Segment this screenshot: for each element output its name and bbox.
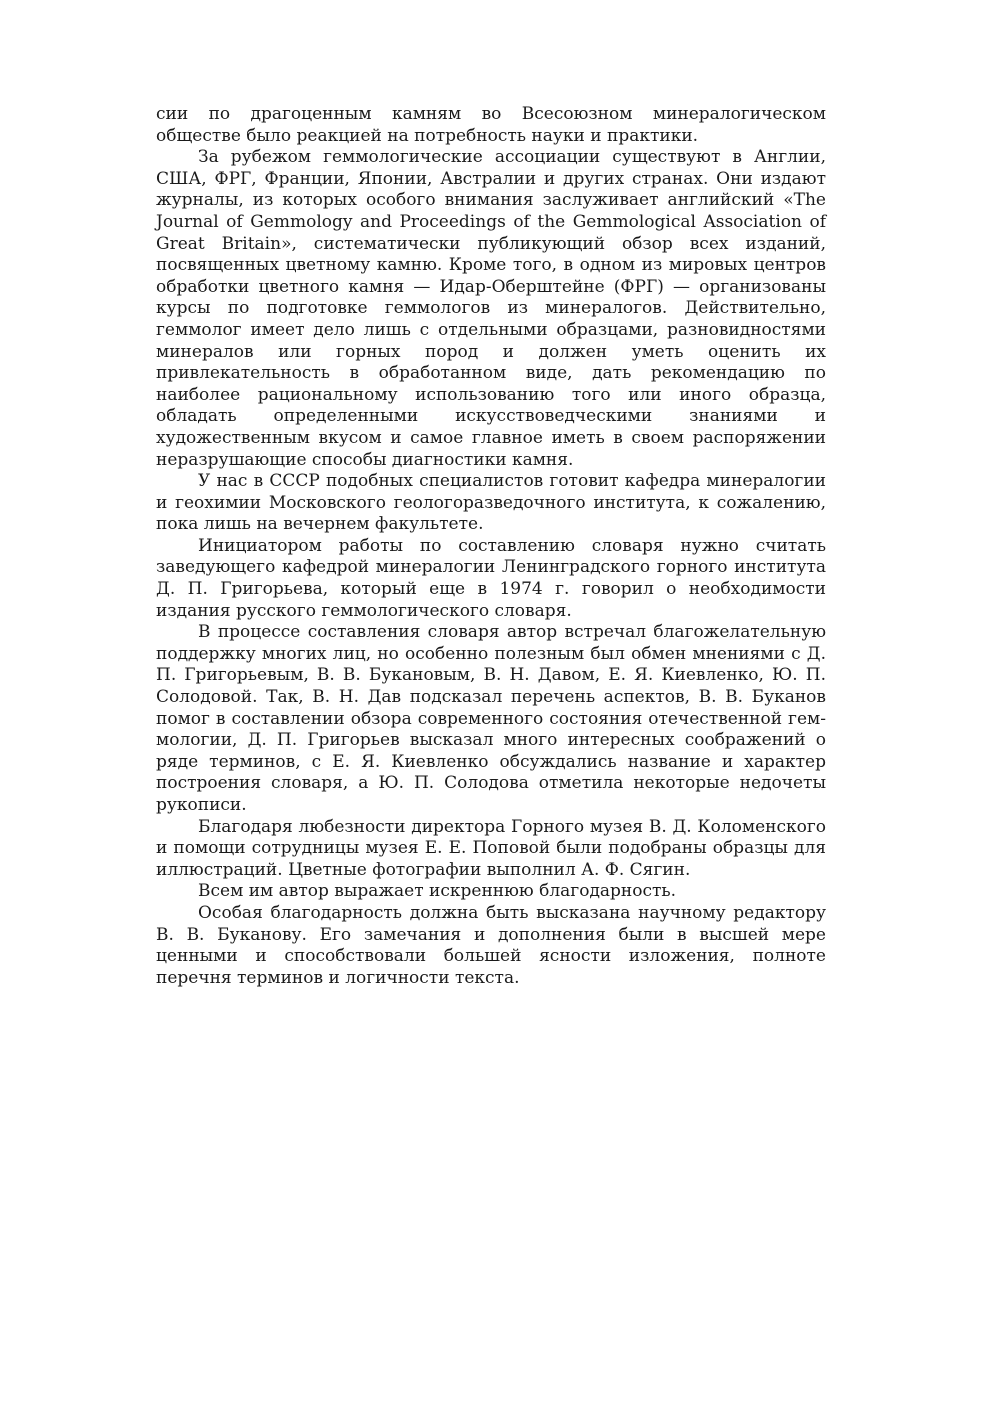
paragraph-editor-thanks: Особая благодарность должна быть высказана научному редактору В. В. Буканову. Его замечания и дополнения были в высшей мере ценными и способствовали большей ясности изложения, полноте перечня терминов и логичности текста. <box>156 902 826 988</box>
paragraph-ussr-specialists: У нас в СССР подобных специалистов готовит кафедра минералогии и геохимии Московского геологоразведочного института, к сожалению, пока лишь на вечернем факультете. <box>156 471 826 535</box>
paragraph-support: В процессе составления словаря автор встречал благожелательную поддержку многих лиц, но особенно полезным был обмен мнениями с Д. П. Григорьевым, В. В. Букановым, В. Н. Давом, Е. Я. Киевленко, Ю. П. Солодовой. Так, В. Н. Дав подсказал перечень аспектов, В. В. Буканов помог в составлении обзора современного состояния отечественной геммологии, Д. П. Григорьев высказал много интересных соображений о ряде терминов, с Е. Я. Киевленко обсуждались название и характер построения словаря, а Ю. П. Солодова отметила некоторые недочеты рукописи. <box>156 622 826 815</box>
paragraph-continuation: сии по драгоценным камням во Всесоюзном минералогическом обществе было реакцией на потребность науки и практики. <box>156 104 826 146</box>
paragraph-initiator: Инициатором работы по составлению словаря нужно считать заведующего кафедрой минералогии Ленинградского горного института Д. П. Григорьева, который еще в 1974 г. говорил о необходимости издания русского геммологического словаря. <box>156 535 826 621</box>
paragraph-museum: Благодаря любезности директора Горного музея В. Д. Коломенского и помощи сотрудницы музея Е. Е. Поповой были подобраны образцы для иллюстраций. Цветные фотографии выполнил А. Ф. Сягин. <box>156 816 826 880</box>
paragraph-foreign-associations: За рубежом геммологические ассоциации существуют в Англии, США, ФРГ, Франции, Японии, Австралии и других странах. Они издают журналы, из которых особого внимания заслуживает английский «The Journal of Gemmology and Proceedings of the Gemmological Association of Great Britain», систематически публикующий обзор всех изданий, посвященных цветному камню. Кроме того, в одном из мировых центров обработки цветного камня — Идар-Оберштейне (ФРГ) — организованы курсы по подготовке геммологов из минералогов. Действительно, геммолог имеет дело лишь с отдельными образцами, разновидностями минералов или горных пород и должен уметь оценить их привлекательность в обработанном виде, дать рекомендацию по наиболее рациональному использованию того или иного образца, обладать определенными искусствоведческими знаниями и художественным вкусом и самое главное иметь в своем распоряжении неразрушающие способы диагностики камня. <box>156 147 826 470</box>
main-text <box>156 104 826 989</box>
paragraph-gratitude: Всем им автор выражает искреннюю благодарность. <box>198 881 677 902</box>
